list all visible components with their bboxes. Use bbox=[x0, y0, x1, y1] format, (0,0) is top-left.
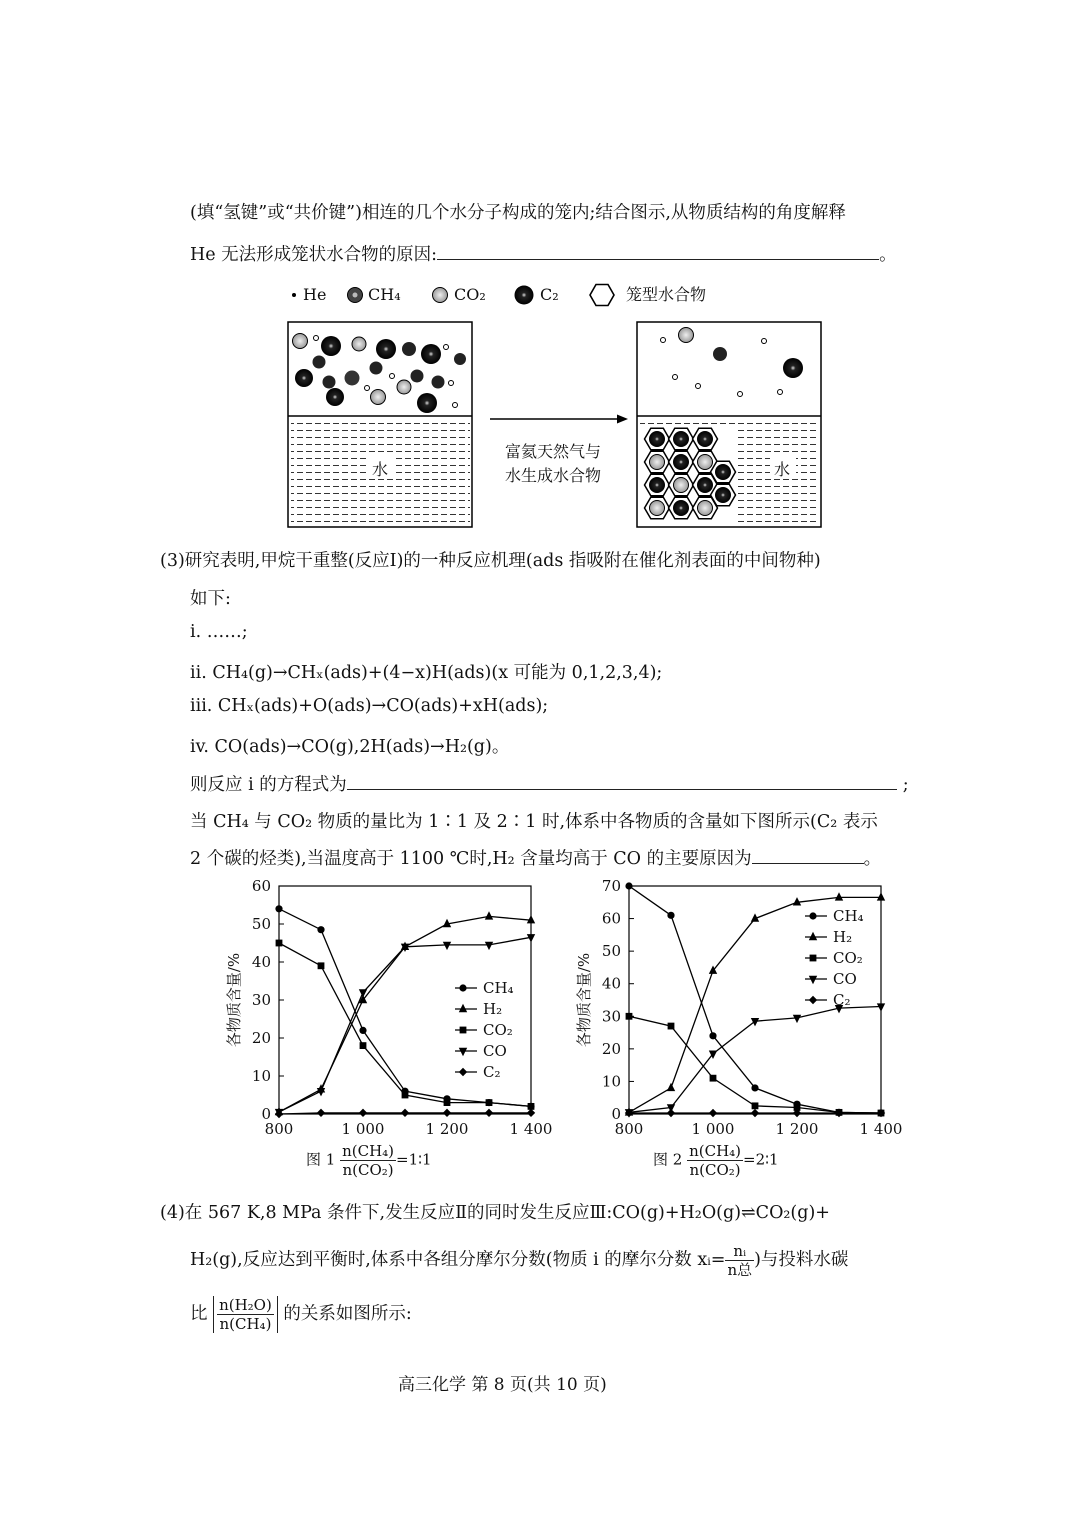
data-point bbox=[751, 1018, 759, 1026]
answer-blank-reason[interactable] bbox=[752, 847, 864, 864]
page-footer: 高三化学 第 8 页(共 10 页) bbox=[398, 1375, 607, 1395]
data-point bbox=[710, 1075, 717, 1082]
ratio-line-2-text: 2 个碳的烃类),当温度高于 1100 ℃时,H₂ 含量均高于 CO 的主要原因为 bbox=[190, 849, 752, 869]
q4-ratio-num: n(H₂O) bbox=[219, 1296, 272, 1314]
step-i: i. ……; bbox=[190, 622, 248, 642]
legend-marker bbox=[460, 1027, 467, 1034]
container-before bbox=[288, 322, 472, 527]
series-line bbox=[629, 1016, 881, 1113]
q4-line-3 bbox=[190, 1296, 412, 1333]
q4-line-3b: 的关系如图所示: bbox=[283, 1304, 412, 1324]
legend-label: C₂ bbox=[483, 1063, 501, 1081]
gas-molecules-after bbox=[661, 328, 804, 397]
ratio-line-2-end: 。 bbox=[863, 849, 882, 869]
legend-label: CO bbox=[483, 1042, 507, 1060]
data-point bbox=[625, 882, 632, 889]
legend-label: CO₂ bbox=[483, 1021, 513, 1039]
chart-figure-1 bbox=[215, 877, 553, 1178]
chart1-caption bbox=[306, 1142, 432, 1179]
q4-line-2 bbox=[190, 1242, 848, 1279]
data-point bbox=[359, 1109, 367, 1117]
chart2-caption-den: n(CO₂) bbox=[689, 1161, 741, 1179]
data-point bbox=[402, 1092, 409, 1099]
y-axis-label: 各物质含量/% bbox=[575, 952, 593, 1048]
data-point bbox=[667, 912, 674, 919]
chart1-caption-ratio: =1∶1 bbox=[396, 1150, 432, 1169]
legend-cage: 笼型水合物 bbox=[626, 285, 707, 304]
y-tick-label: 60 bbox=[251, 877, 271, 895]
legend-marker bbox=[459, 1004, 467, 1012]
x-tick-label: 1 200 bbox=[425, 1120, 469, 1138]
x-tick-label: 1 400 bbox=[509, 1120, 553, 1138]
legend-marker bbox=[459, 1068, 467, 1076]
caged-ch4-molecule bbox=[649, 431, 665, 447]
data-point bbox=[359, 1027, 366, 1034]
equation-prompt: 则反应 i 的方程式为 bbox=[190, 775, 347, 795]
data-point bbox=[486, 1099, 493, 1106]
chart1-caption-label: 图 1 bbox=[306, 1150, 336, 1169]
c2-legend-icon bbox=[515, 286, 534, 305]
equation-prompt-line bbox=[190, 771, 909, 796]
caged-ch4-molecule bbox=[715, 487, 731, 503]
y-tick-label: 60 bbox=[601, 909, 621, 928]
legend-marker bbox=[459, 1048, 467, 1056]
caged-co2-molecule bbox=[650, 455, 665, 470]
co2-legend-icon bbox=[433, 288, 448, 303]
chart2-caption-num: n(CH₄) bbox=[689, 1142, 742, 1160]
caged-ch4-molecule bbox=[697, 431, 713, 447]
arrow-label-2: 水生成水合物 bbox=[505, 466, 602, 485]
legend-label: CH₄ bbox=[833, 907, 864, 925]
data-point bbox=[793, 897, 801, 905]
y-axis-label: 各物质含量/% bbox=[225, 952, 243, 1048]
chart2-caption bbox=[653, 1142, 779, 1179]
data-point bbox=[485, 1109, 493, 1117]
legend-label: C₂ bbox=[833, 991, 851, 1009]
q4-ratio-bracket bbox=[213, 1296, 278, 1333]
legend-marker bbox=[809, 912, 816, 919]
caged-co2-molecule bbox=[698, 455, 713, 470]
data-point bbox=[751, 1084, 758, 1091]
cage-legend-icon bbox=[590, 285, 614, 306]
data-point bbox=[527, 915, 535, 923]
y-tick-label: 30 bbox=[251, 991, 271, 1009]
caged-ch4-molecule bbox=[673, 500, 689, 516]
chart1-caption-num: n(CH₄) bbox=[342, 1142, 395, 1160]
hydrate-cages bbox=[640, 424, 738, 526]
figure-legend bbox=[292, 285, 706, 306]
data-point bbox=[485, 942, 493, 950]
data-point bbox=[667, 1109, 675, 1117]
container-after bbox=[637, 322, 821, 527]
q4-line-2a: H₂(g),反应达到平衡时,体系中各组分摩尔分数(物质 i 的摩尔分数 xᵢ= bbox=[190, 1250, 726, 1270]
caged-co2-molecule bbox=[698, 501, 713, 516]
y-tick-label: 50 bbox=[601, 942, 621, 961]
legend-label: CH₄ bbox=[483, 979, 514, 997]
x-tick-label: 800 bbox=[264, 1120, 294, 1138]
data-point bbox=[485, 911, 493, 919]
x-tick-label: 1 000 bbox=[691, 1120, 735, 1138]
y-tick-label: 40 bbox=[251, 953, 271, 971]
data-point bbox=[835, 892, 843, 900]
chart-figure-2 bbox=[565, 877, 903, 1178]
step-iv: iv. CO(ads)→CO(g),2H(ads)→H₂(g)。 bbox=[190, 737, 510, 757]
legend-marker bbox=[809, 976, 817, 984]
chart2-caption-label: 图 2 bbox=[653, 1150, 683, 1169]
y-tick-label: 50 bbox=[251, 915, 271, 933]
caged-ch4-molecule bbox=[649, 477, 665, 493]
y-tick-label: 10 bbox=[601, 1072, 621, 1091]
q4-line-1: (4)在 567 K,8 MPa 条件下,发生反应Ⅱ的同时发生反应Ⅲ:CO(g)+H₂O(g)⇌CO₂(g)+ bbox=[160, 1203, 830, 1223]
legend-marker bbox=[810, 955, 817, 962]
data-point bbox=[877, 892, 885, 900]
legend-ch4: CH₄ bbox=[368, 285, 401, 304]
data-point bbox=[667, 1083, 675, 1091]
data-point bbox=[443, 942, 451, 950]
caged-ch4-molecule bbox=[697, 477, 713, 493]
data-point bbox=[793, 1015, 801, 1023]
data-point bbox=[276, 940, 283, 947]
data-point bbox=[626, 1013, 633, 1020]
caged-ch4-molecule bbox=[673, 431, 689, 447]
ratio-line-1: 当 CH₄ 与 CO₂ 物质的量比为 1∶1 及 2∶1 时,体系中各物质的含量如下图所示(C₂ 表示 bbox=[190, 812, 878, 832]
text-line-2-prompt: He 无法形成笼状水合物的原因: bbox=[190, 245, 438, 265]
legend-marker bbox=[459, 984, 466, 991]
q4-line-3a: 比 bbox=[190, 1304, 208, 1324]
x-tick-label: 800 bbox=[614, 1120, 644, 1138]
y-tick-label: 0 bbox=[261, 1105, 271, 1123]
x-tick-label: 1 400 bbox=[859, 1120, 903, 1138]
chart1-caption-den: n(CO₂) bbox=[342, 1161, 394, 1179]
data-point bbox=[360, 1042, 367, 1049]
y-tick-label: 0 bbox=[611, 1105, 621, 1123]
step-ii: ii. CH₄(g)→CHₓ(ads)+(4−x)H(ads)(x 可能为 0,1,2,3,4); bbox=[190, 663, 663, 683]
data-point bbox=[709, 1109, 717, 1117]
gas-molecules-before bbox=[293, 334, 467, 414]
text-line-1: (填“氢键”或“共价键”)相连的几个水分子构成的笼内;结合图示,从物质结构的角度解释 bbox=[190, 203, 846, 223]
data-point bbox=[443, 1109, 451, 1117]
x-tick-label: 1 200 bbox=[775, 1120, 819, 1138]
q4-line-2b: )与投料水碳 bbox=[754, 1250, 849, 1270]
q4-frac-den: n总 bbox=[727, 1261, 753, 1279]
chart2-caption-ratio: =2∶1 bbox=[743, 1150, 779, 1169]
q3-line-2: 如下: bbox=[190, 589, 231, 609]
data-point bbox=[318, 962, 325, 969]
legend-label: CO₂ bbox=[833, 949, 863, 967]
text-line-2-end: 。 bbox=[879, 245, 897, 265]
y-tick-label: 40 bbox=[601, 974, 621, 993]
legend-label: H₂ bbox=[833, 928, 853, 946]
data-point bbox=[877, 1003, 885, 1011]
hydrate-figure bbox=[0, 0, 1080, 540]
y-tick-label: 20 bbox=[251, 1029, 271, 1047]
y-tick-label: 70 bbox=[601, 877, 621, 895]
legend-c2: C₂ bbox=[540, 285, 559, 304]
equation-end: ; bbox=[902, 775, 909, 795]
y-tick-label: 10 bbox=[251, 1067, 271, 1085]
caged-co2-molecule bbox=[674, 478, 689, 493]
legend-marker bbox=[809, 996, 817, 1004]
q4-ratio-den: n(CH₄) bbox=[219, 1315, 272, 1333]
y-tick-label: 20 bbox=[601, 1039, 621, 1058]
step-iii: iii. CHₓ(ads)+O(ads)→CO(ads)+xH(ads); bbox=[190, 696, 549, 716]
x-tick-label: 1 000 bbox=[341, 1120, 385, 1138]
legend-label: H₂ bbox=[483, 1000, 503, 1018]
process-arrow bbox=[490, 415, 628, 486]
arrow-label-1: 富氦天然气与 bbox=[505, 442, 602, 461]
legend-co2: CO₂ bbox=[454, 285, 486, 304]
water-label-left: 水 bbox=[372, 460, 389, 479]
data-point bbox=[527, 1109, 535, 1117]
data-point bbox=[401, 1109, 409, 1117]
legend-he: He bbox=[303, 285, 327, 304]
legend-label: CO bbox=[833, 970, 857, 988]
legend-marker bbox=[809, 932, 817, 940]
caged-co2-molecule bbox=[650, 501, 665, 516]
data-point bbox=[275, 905, 282, 912]
ratio-line-2 bbox=[190, 845, 881, 870]
data-point bbox=[317, 1109, 325, 1117]
data-point bbox=[751, 1109, 759, 1117]
answer-blank-equation[interactable] bbox=[347, 773, 897, 790]
caged-ch4-molecule bbox=[715, 464, 731, 480]
q3-line-1: (3)研究表明,甲烷干重整(反应Ⅰ)的一种反应机理(ads 指吸附在催化剂表面的中间物种) bbox=[160, 551, 821, 571]
data-point bbox=[709, 1032, 716, 1039]
data-point bbox=[752, 1102, 759, 1109]
y-tick-label: 30 bbox=[601, 1007, 621, 1026]
q4-frac-num: nᵢ bbox=[725, 1242, 754, 1261]
caged-ch4-molecule bbox=[673, 454, 689, 470]
data-point bbox=[317, 926, 324, 933]
data-point bbox=[668, 1023, 675, 1030]
data-point bbox=[444, 1099, 451, 1106]
water-label-right: 水 bbox=[774, 460, 791, 479]
he-legend-icon bbox=[292, 293, 296, 297]
